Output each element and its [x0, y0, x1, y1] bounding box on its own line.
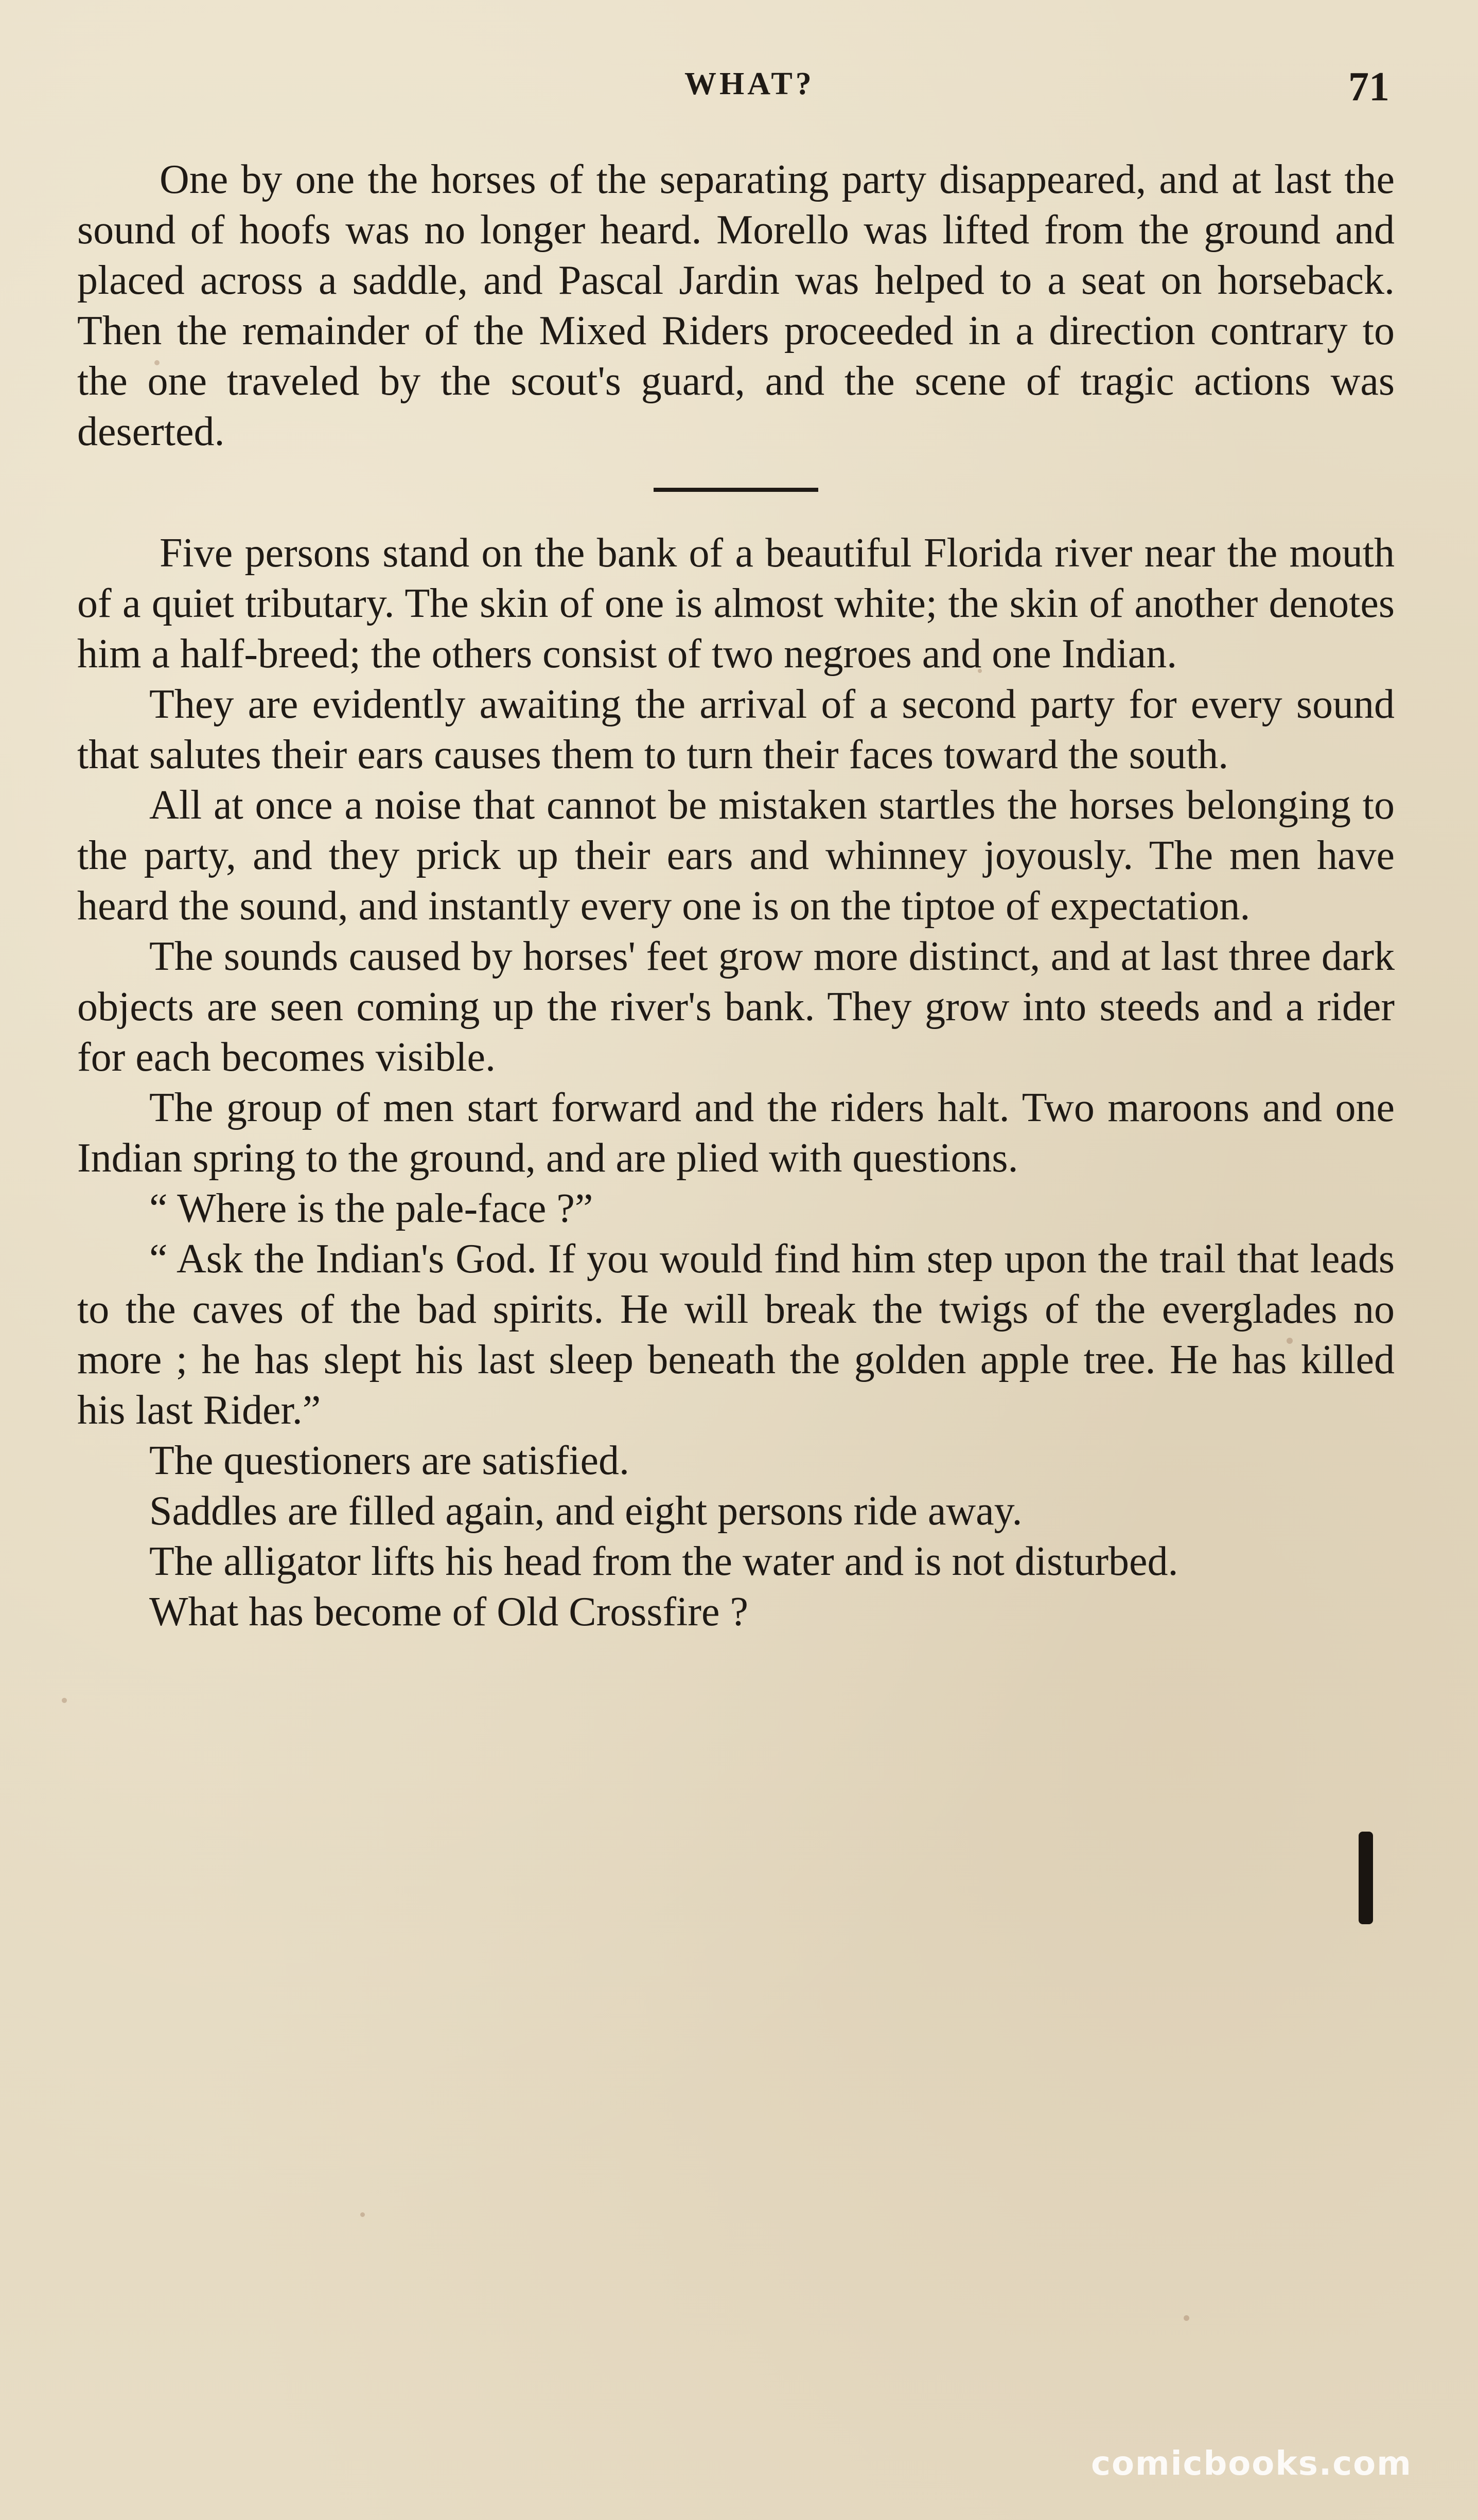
- body-text: [77, 154, 1395, 1637]
- paragraph: The group of men start forward and the riders halt. Two maroons and one Indian spring to the ground, and are plied with questions.: [77, 1085, 1395, 1181]
- ink-blot: [1359, 1832, 1373, 1924]
- paper-speck: [1184, 2315, 1189, 2321]
- paragraph: The sounds caused by horses' feet grow more distinct, and at last three dark objects are seen coming up the river's bank. They grow into steeds and a rider for each becomes visible.: [77, 934, 1395, 1080]
- paragraph: One by one the horses of the separating party disappeared, and at last the sound of hoofs was no longer heard. Morello was lifted from the ground and placed across a saddle, and Pascal Jardin was helped to a seat on horseback. Then the remainder of the Mixed Riders proceeded in a direction contrary to the one traveled by the scout's guard, and the scene of tragic actions was deserted.: [77, 157, 1395, 454]
- dialogue-line: “ Where is the pale-face ?”: [149, 1186, 593, 1231]
- running-title: WHAT?: [684, 66, 815, 101]
- paragraph: Saddles are filled again, and eight persons ride away.: [149, 1488, 1023, 1534]
- paragraph: Five persons stand on the bank of a beautiful Florida river near the mouth of a quiet tributary. The skin of one is almost white; the skin of another denotes him a half-breed; the others consist of two negroes and one Indian.: [77, 530, 1395, 677]
- page-number: 71: [1348, 64, 1389, 110]
- running-head: [0, 57, 1478, 113]
- paragraph: They are evidently awaiting the arrival of a second party for every sound that salutes their ears causes them to turn their faces toward the south.: [77, 682, 1395, 777]
- paragraph: The alligator lifts his head from the water and is not disturbed.: [149, 1539, 1178, 1584]
- section-break-rule: [654, 488, 818, 492]
- paper-speck: [360, 2212, 365, 2217]
- paper-speck: [62, 1698, 67, 1703]
- closing-question: What has become of Old Crossfire ?: [149, 1589, 749, 1635]
- watermark: comicbooks.com: [1091, 2445, 1412, 2483]
- paragraph: All at once a noise that cannot be mistaken startles the horses belonging to the party, and they prick up their ears and whinney joyously. The men have heard the sound, and instantly every one is on the tiptoe of expectation.: [77, 783, 1395, 929]
- dialogue-line: “ Ask the Indian's God. If you would find him step upon the trail that leads to the caves of the bad spirits. He will break the twigs of the everglades no more ; he has slept his last sleep beneath the golden apple tree. He has killed his last Rider.”: [77, 1236, 1395, 1433]
- paragraph: The questioners are satisfied.: [149, 1438, 630, 1483]
